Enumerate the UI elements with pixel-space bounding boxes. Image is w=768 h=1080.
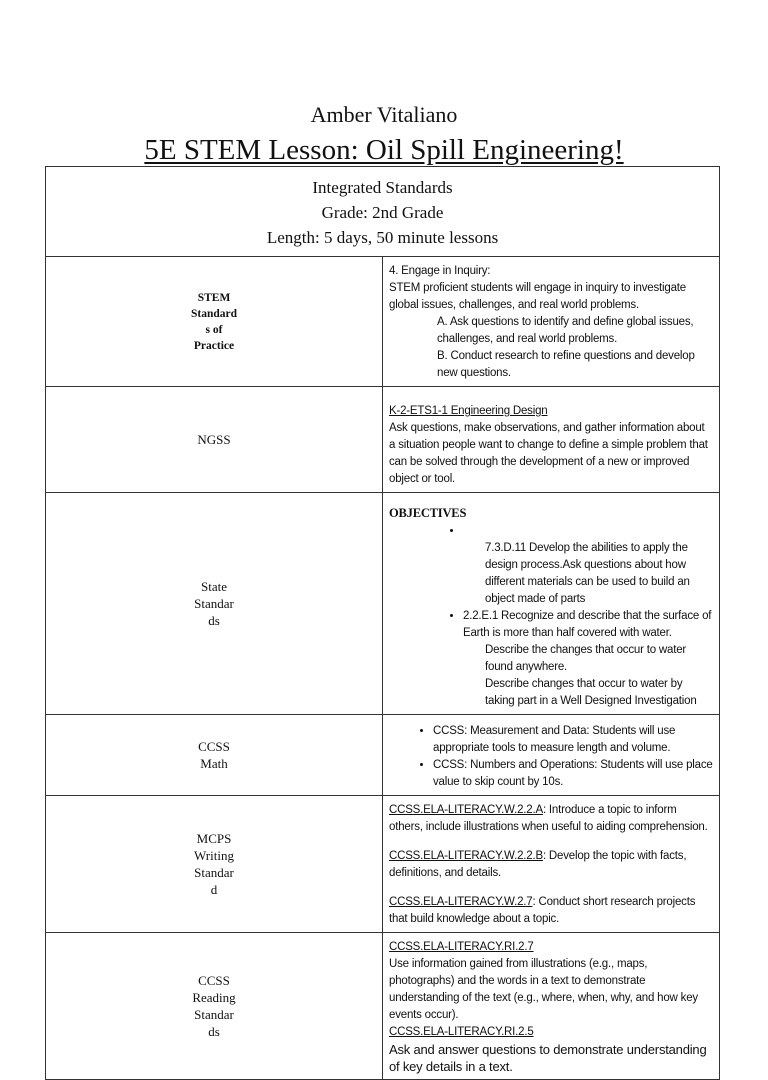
label-line: CCSS (198, 739, 230, 754)
page-title: 5E STEM Lesson: Oil Spill Engineering! (144, 134, 624, 166)
row-label-ngss (46, 387, 383, 493)
standards-table (45, 166, 720, 1080)
row-content-stem (383, 257, 720, 387)
state-item-2c: Describe changes that occur to water by taking part in a Well Designed Investigation (485, 678, 697, 707)
math-item-2: CCSS: Numbers and Operations: Students will use place value to skip count by 10s. (433, 759, 713, 788)
spacer (389, 882, 713, 894)
mcps-text-3: : Conduct short research projects that build knowledge about a topic. (389, 896, 696, 925)
reading-text-2: Ask and answer questions to demonstrate understanding of key details in a text. (389, 1042, 707, 1074)
row-label-state (46, 493, 383, 715)
label-line: Standar (194, 1007, 234, 1022)
label-line: Standar (194, 865, 234, 880)
label-line: CCSS (198, 973, 230, 988)
label-line: ds (208, 613, 220, 628)
table-row (46, 257, 720, 387)
state-item-2: 2.2.E.1 Recognize and describe that the surface of Earth is more than half covered with water. (463, 610, 712, 639)
label-line: MCPS (196, 831, 232, 846)
state-item-2b: Describe the changes that occur to water found anywhere. (485, 644, 687, 673)
reading-text-1: Use information gained from illustrations (e.g., maps, photographs) and the words in a text to demonstrate understanding of the text (e.g., where, when, why, and how key events occur). (389, 958, 698, 1021)
row-label-stem (46, 257, 383, 387)
ngss-link[interactable]: K-2-ETS1-1 Engineering Design (389, 405, 548, 417)
header-line-1: Integrated Standards (312, 178, 453, 197)
label-line: Practice (193, 339, 235, 352)
row-label-mcps (46, 796, 383, 933)
mcps-entry-2 (389, 848, 713, 882)
header-grade: Grade: 2nd Grade (321, 203, 444, 222)
math-item-1: CCSS: Measurement and Data: Students will use appropriate tools to measure length and volume. (433, 725, 676, 754)
label-line: State (201, 579, 227, 594)
label-line: d (210, 882, 218, 897)
table-row (46, 796, 720, 933)
objectives-heading: OBJECTIVES (389, 506, 467, 520)
label-line: Writing (194, 848, 234, 863)
table-row (46, 933, 720, 1080)
list-item (433, 757, 713, 791)
label-line: STEM (197, 291, 231, 304)
row-content-mcps (383, 796, 720, 933)
mcps-entry-3 (389, 894, 713, 928)
math-list (389, 723, 713, 791)
mcps-link-2[interactable]: CCSS.ELA-LITERACY.W.2.2.B (389, 850, 543, 862)
list-item (463, 608, 713, 642)
table-row (46, 493, 720, 715)
spacer (389, 836, 713, 848)
label-line: Math (200, 756, 228, 771)
header-length: Length: 5 days, 50 minute lessons (266, 228, 499, 247)
label-line: Reading (192, 990, 236, 1005)
label-line: ds (208, 1024, 220, 1039)
label-line: Standard (190, 307, 238, 320)
reading-link-1[interactable]: CCSS.ELA-LITERACY.RI.2.7 (389, 941, 534, 953)
row-label-reading (46, 933, 383, 1080)
mcps-link-1[interactable]: CCSS.ELA-LITERACY.W.2.2.A (389, 804, 543, 816)
row-content-state (383, 493, 720, 715)
table-header (46, 167, 720, 257)
stem-text: STEM proficient students will engage in inquiry to investigate global issues, challenges, and real world problems. (389, 282, 686, 311)
row-content-reading (383, 933, 720, 1080)
reading-link-2[interactable]: CCSS.ELA-LITERACY.RI.2.5 (389, 1026, 534, 1038)
label-line: s of (205, 323, 223, 336)
empty-bullet (389, 523, 713, 540)
row-content-ccss-math (383, 715, 720, 796)
table-row (46, 715, 720, 796)
mcps-link-3[interactable]: CCSS.ELA-LITERACY.W.2.7 (389, 896, 533, 908)
label-line: Standar (194, 596, 234, 611)
list-item (463, 523, 713, 540)
author-name: Amber Vitaliano (310, 102, 458, 127)
stem-item-a: A. Ask questions to identify and define global issues, challenges, and real world problems. (437, 316, 694, 345)
label-line: NGSS (197, 432, 231, 447)
row-label-ccss-math (46, 715, 383, 796)
state-item-1: 7.3.D.11 Develop the abilities to apply the design process.Ask questions about how different materials can be used to build an object made of parts (485, 542, 690, 605)
mcps-text-2: : Develop the topic with facts, definitions, and details. (389, 850, 687, 879)
stem-item-b: B. Conduct research to refine questions and develop new questions. (437, 350, 695, 379)
table-row (46, 387, 720, 493)
state-list (389, 608, 713, 642)
list-item (433, 723, 713, 757)
stem-heading: 4. Engage in Inquiry: (389, 265, 491, 277)
mcps-entry-1 (389, 802, 713, 836)
ngss-text: Ask questions, make observations, and gather information about a situation people want to change to define a simple problem that can be solved through the development of a new or improved object or tool. (389, 422, 708, 485)
mcps-text-1: : Introduce a topic to inform others, include illustrations when useful to aiding comprehension. (389, 804, 708, 833)
row-content-ngss (383, 387, 720, 493)
table-header-row (46, 167, 720, 257)
